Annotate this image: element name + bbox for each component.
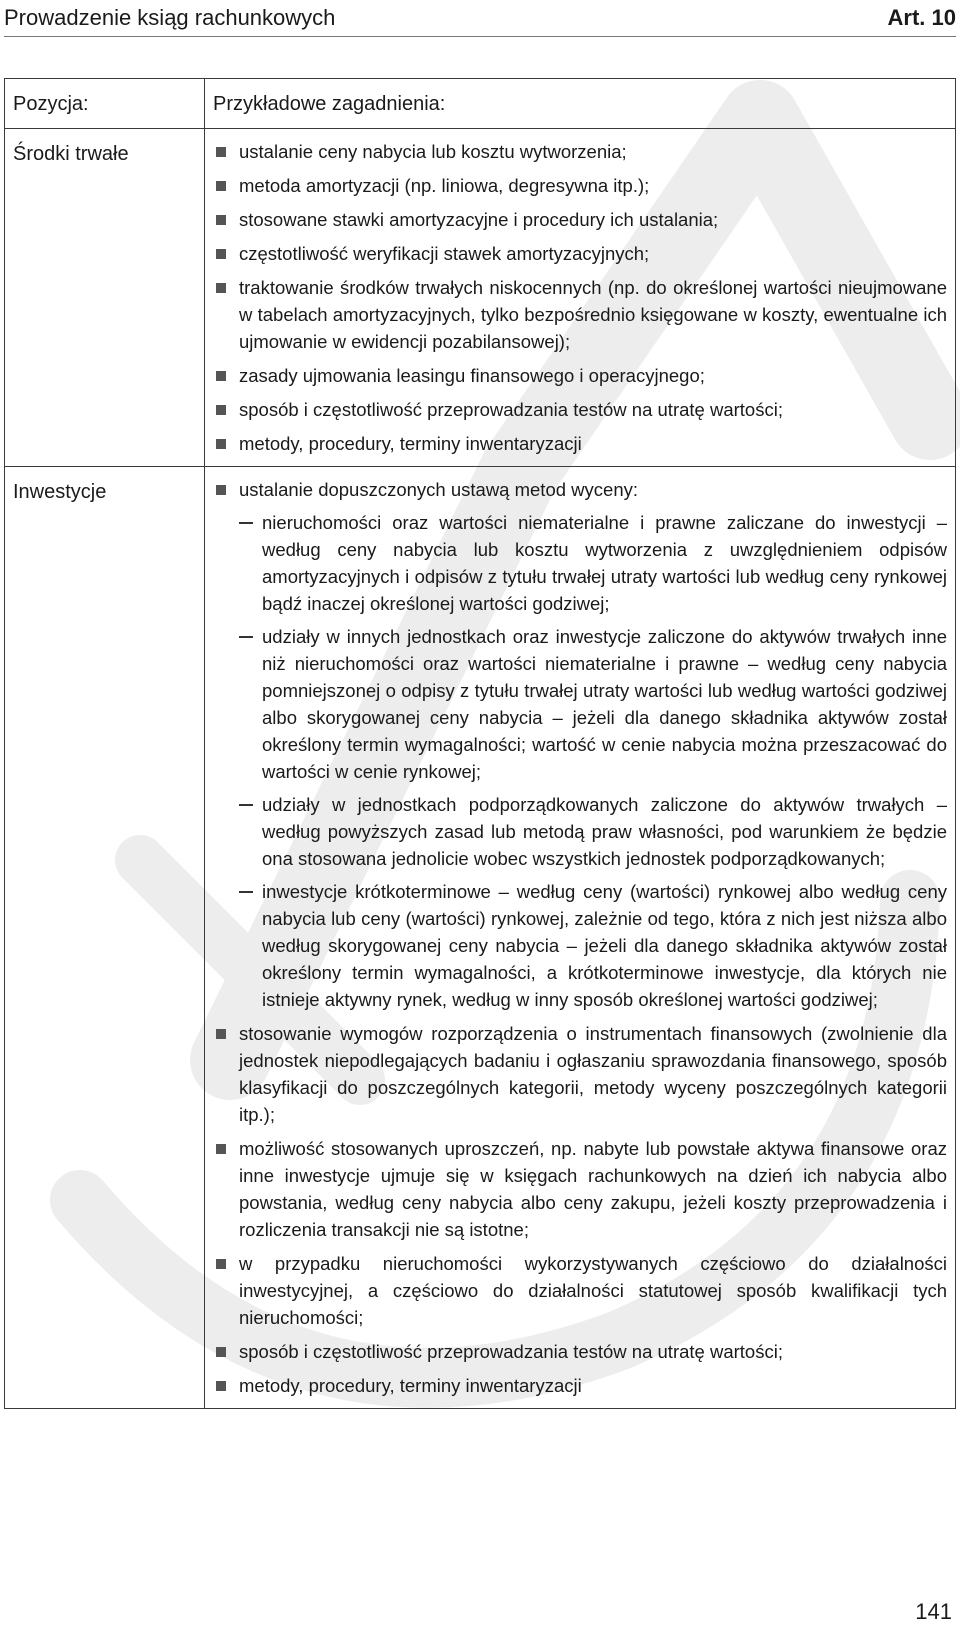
square-bullet-icon [216, 1259, 226, 1269]
square-bullet-icon [216, 371, 226, 381]
square-bullet-icon [216, 147, 226, 157]
square-bullet-icon [216, 1144, 226, 1154]
square-bullet-icon [216, 485, 226, 495]
row-position-cell [5, 129, 205, 467]
list-item: metody, procedury, terminy inwentaryzacji [213, 430, 947, 457]
list-item: metody, procedury, terminy inwentaryzacji [213, 1372, 947, 1399]
valuation-sublist [239, 509, 947, 1013]
sublist-item: nieruchomości oraz wartości niematerialne i prawne zaliczane do inwestycji – według ceny nabycia lub kosztu wytworzenia z uwzględnieniem odpisów amortyzacyjnych i odpisów z tytułu trwałej utraty wartości lub według ceny rynkowej bądź inaczej określonej wartości godziwej; [239, 509, 947, 617]
sublist-item: udziały w jednostkach podporządkowanych zaliczone do aktywów trwałych – według powyższych zasad lub metodą praw własności, pod warunkiem że będzie ona stosowana jednolicie wobec wszystkich jednostek podporządkowanych; [239, 791, 947, 872]
running-header [4, 0, 956, 37]
list-item: stosowanie wymogów rozporządzenia o instrumentach finansowych (zwolnienie dla jednostek niepodlegających badaniu i ogłaszaniu sprawozdania finansowego, sposób klasyfikacji do poszczególnych kategorii, metody wyceny poszczególnych kategorii itp.); [213, 1020, 947, 1128]
square-bullet-icon [216, 1381, 226, 1391]
list-item: zasady ujmowania leasingu finansowego i operacyjnego; [213, 362, 947, 389]
column-header-position: Pozycja: [5, 79, 205, 129]
row-topics-cell [205, 467, 956, 1409]
topic-list [213, 476, 947, 1399]
dash-bullet-icon [239, 804, 253, 806]
square-bullet-icon [216, 1347, 226, 1357]
list-item: stosowane stawki amortyzacyjne i procedury ich ustalania; [213, 206, 947, 233]
topic-list [213, 138, 947, 457]
page-number: 141 [915, 1599, 952, 1624]
table-row [5, 129, 956, 467]
list-item: sposób i częstotliwość przeprowadzania testów na utratę wartości; [213, 396, 947, 423]
table-header-row [5, 79, 956, 129]
row-position-cell [5, 467, 205, 1409]
sublist-item: udziały w innych jednostkach oraz inwestycje zaliczone do aktywów trwałych inne niż nieruchomości oraz wartości niematerialne i prawne – według ceny nabycia pomniejszonej o odpisy z tytułu trwałej utraty wartości lub według wartości godziwej albo skorygowanej ceny nabycia – jeżeli dla danego składnika aktywów został określony termin wymagalności; wartość w cenie nabycia można przeszacować do wartości w cenie rynkowej; [239, 623, 947, 785]
list-item: ustalanie ceny nabycia lub kosztu wytworzenia; [213, 138, 947, 165]
list-item: metoda amortyzacji (np. liniowa, degresywna itp.); [213, 172, 947, 199]
square-bullet-icon [216, 283, 226, 293]
list-item: częstotliwość weryfikacji stawek amortyzacyjnych; [213, 240, 947, 267]
list-item: ustalanie dopuszczonych ustawą metod wyceny: nieruchomości oraz wartości niematerialne i prawne zaliczane do inwestycji – według ceny nabycia lub kosztu wytworzenia z uwzględnieniem odpisów amortyzacyjnych i odpisów z tytułu trwałej utraty wartości lub według ceny rynkowej bądź inaczej określonej wartości godziwej; udziały w innych jednostkach oraz inwestycje zaliczone do aktywów trwałych inne niż nieruchomości oraz wartości niematerialne i prawne – według ceny nabycia pomniejszonej o odpisy z tytułu trwałej utraty wartości lub według wartości godziwej albo skorygowanej ceny nabycia – jeżeli dla danego składnika aktywów został określony termin wymagalności; wartość w cenie nabycia można przeszacować do wartości w cenie rynkowej; udziały w jednostkach podporządkowanych zaliczone do aktywów trwałych – według powyższych zasad lub metodą praw własności, pod warunkiem że będzie ona stosowana jednolicie wobec wszystkich jednostek podporządkowanych; inwestycje krótkoterminowe – według ceny (wartości) rynkowej albo według ceny nabycia lub ceny (wartości) rynkowej, zależnie od tego, która z nich jest niższa albo według skorygowanej ceny nabycia – jeżeli dla danego składnika aktywów został określony termin wymagalności, a krótkoterminowe inwestycje, dla których nie istnieje aktywny rynek, według w inny sposób określonej wartości godziwej; [213, 476, 947, 1013]
row-position-label: Inwestycje [13, 481, 107, 503]
list-item: możliwość stosowanych uproszczeń, np. nabyte lub powstałe aktywa finansowe oraz inne inwestycje ujmuje się w księgach rachunkowych na dzień ich nabycia albo powstania, według ceny nabycia albo ceny zakupu, jeżeli koszty przeprowadzenia i rozliczenia transakcji nie są istotne; [213, 1135, 947, 1243]
square-bullet-icon [216, 439, 226, 449]
list-item: w przypadku nieruchomości wykorzystywanych częściowo do działalności inwestycyjnej, a częściowo do działalności statutowej sposób kwalifikacji tych nieruchomości; [213, 1250, 947, 1331]
sublist-item: inwestycje krótkoterminowe – według ceny (wartości) rynkowej albo według ceny nabycia lub ceny (wartości) rynkowej, zależnie od tego, która z nich jest niższa albo według skorygowanej ceny nabycia – jeżeli dla danego składnika aktywów został określony termin wymagalności, a krótkoterminowe inwestycje, dla których nie istnieje aktywny rynek, według w inny sposób określonej wartości godziwej; [239, 878, 947, 1013]
dash-bullet-icon [239, 636, 253, 638]
dash-bullet-icon [239, 522, 253, 524]
running-title: Prowadzenie ksiąg rachunkowych [4, 5, 336, 30]
column-header-topics: Przykładowe zagadnienia: [205, 79, 956, 129]
square-bullet-icon [216, 249, 226, 259]
article-number: Art. 10 [887, 5, 956, 30]
dash-bullet-icon [239, 891, 253, 893]
square-bullet-icon [216, 181, 226, 191]
list-item: traktowanie środków trwałych niskocennych (np. do określonej wartości nieujmowane w tabelach amortyzacyjnych, tylko bezpośrednio księgowane w koszty, ewentualne ich ujmowanie w ewidencji pozabilansowej); [213, 274, 947, 355]
square-bullet-icon [216, 405, 226, 415]
square-bullet-icon [216, 215, 226, 225]
row-topics-cell [205, 129, 956, 467]
square-bullet-icon [216, 1029, 226, 1039]
row-position-label: Środki trwałe [13, 143, 129, 165]
accounting-policy-table [4, 78, 956, 1409]
table-row [5, 467, 956, 1409]
list-item: sposób i częstotliwość przeprowadzania testów na utratę wartości; [213, 1338, 947, 1365]
